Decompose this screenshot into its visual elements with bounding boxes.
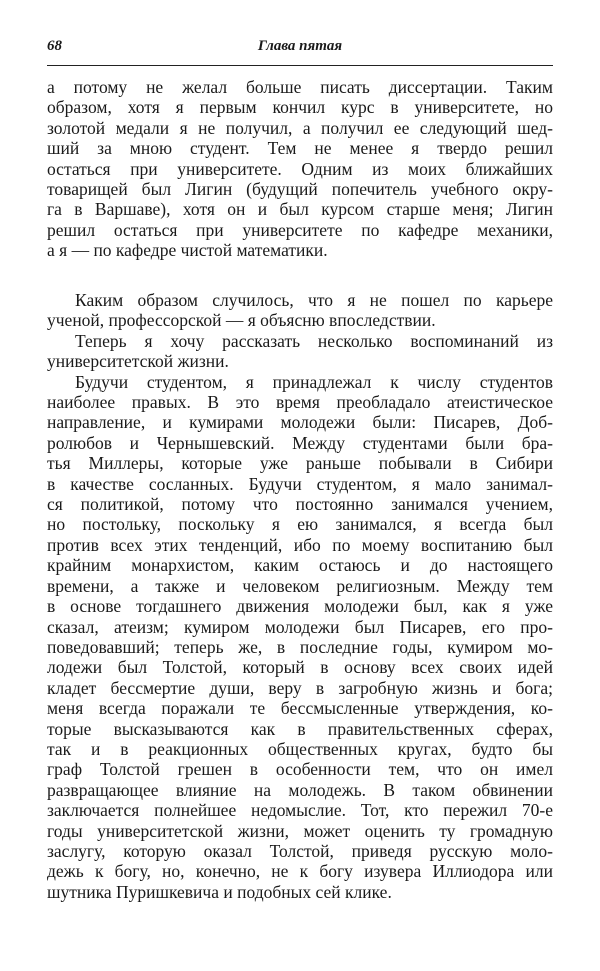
text-block-top — [47, 77, 553, 261]
text-line: в качестве сосланных. Будучи студентом, я мало занимал- — [47, 473, 553, 494]
text-line: университетской жизни. — [47, 351, 229, 372]
text-block-main — [47, 290, 553, 902]
text-line: ученой, профессорской — я объясню впоследствии. — [47, 310, 436, 331]
text-line: развращающее влияние на молодежь. В таком обвинении — [47, 779, 553, 800]
text-line: дежь к богу, но, конечно, не к богу изувера Иллиодора или — [47, 861, 553, 882]
text-line: меня всегда поражали те бессмысленные утверждения, ко- — [47, 698, 553, 719]
running-title: Глава пятая — [257, 38, 343, 54]
text-line: кладет бессмертие души, веру в загробную жизнь и бога; — [47, 677, 553, 698]
text-line: лодежи был Толстой, который в основу всех своих идей — [47, 657, 553, 678]
text-line: ший за мною студент. Тем не менее я твердо решил — [47, 138, 553, 159]
text-line: шутника Пуришкевича и подобных сей клике. — [47, 881, 392, 902]
text-line: решил остаться при университете по кафедре механики, — [47, 219, 553, 240]
text-line: Каким образом случилось, что я не пошел по карьере — [75, 290, 553, 310]
text-line: образом, хотя я первым кончил курс в университете, но — [47, 97, 553, 118]
text-line: заслугу, которую оказал Толстой, приведя русскую моло- — [47, 840, 553, 861]
text-line: товарищей был Лигин (будущий попечитель учебного окру- — [47, 179, 553, 200]
text-line: а я — по кафедре чистой математики. — [47, 240, 328, 261]
text-line: ролюбов и Чернышевский. Между студентами были бра- — [47, 432, 553, 453]
text-line: сказал, атеизм; кумиром молодежи был Писарев, его про- — [47, 616, 553, 637]
text-line: но постольку, поскольку я ею занимался, я всегда был — [47, 514, 553, 535]
text-line: Теперь я хочу рассказать несколько воспоминаний из — [75, 330, 553, 351]
text-line: золотой медали я не получил, а получил ее следующий шед- — [47, 117, 553, 138]
text-line: поведовавший; теперь же, в последние годы, кумиром мо- — [47, 636, 553, 657]
text-line: наиболее правых. В это время преобладало атеистическое — [47, 392, 553, 413]
paragraph — [47, 290, 553, 331]
paragraph — [47, 331, 553, 372]
text-line: торые высказываются как в правительственных сферах, — [47, 718, 553, 739]
text-line: в основе тогдашнего движения молодежи был, как я уже — [47, 596, 553, 617]
text-line: заключается полнейшее недомыслие. Тот, кто пережил 70-е — [47, 800, 553, 821]
text-line: ся политикой, потому что постоянно занимался учением, — [47, 494, 553, 515]
paragraph — [47, 372, 553, 903]
text-line: тья Миллеры, которые уже раньше побывали в Сибири — [47, 453, 553, 474]
text-line: остаться при университете. Одним из моих ближайших — [47, 158, 553, 179]
page-number: 68 — [47, 38, 62, 54]
text-line: крайним монархистом, каким остаюсь и до настоящего — [47, 555, 553, 576]
text-line: так и в реакционных общественных кругах, будто бы — [47, 738, 553, 759]
text-line: Будучи студентом, я принадлежал к числу студентов — [75, 371, 553, 392]
text-line: граф Толстой грешен в особенности тем, что он имел — [47, 759, 553, 780]
paragraph — [47, 77, 553, 261]
page-header — [47, 38, 553, 60]
header-rule — [47, 65, 553, 66]
text-line: против всех этих тенденций, ибо по моему воспитанию был — [47, 534, 553, 555]
text-line: а потому не желал больше писать диссертации. Таким — [47, 77, 553, 97]
text-line: времени, а также и человеком религиозным. Между тем — [47, 575, 553, 596]
text-line: га в Варшаве), хотя он и был курсом старше меня; Лигин — [47, 199, 553, 220]
text-line: направление, и кумирами молодежи были: Писарев, Доб- — [47, 412, 553, 433]
text-line: годы университетской жизни, может оценить ту громадную — [47, 820, 553, 841]
